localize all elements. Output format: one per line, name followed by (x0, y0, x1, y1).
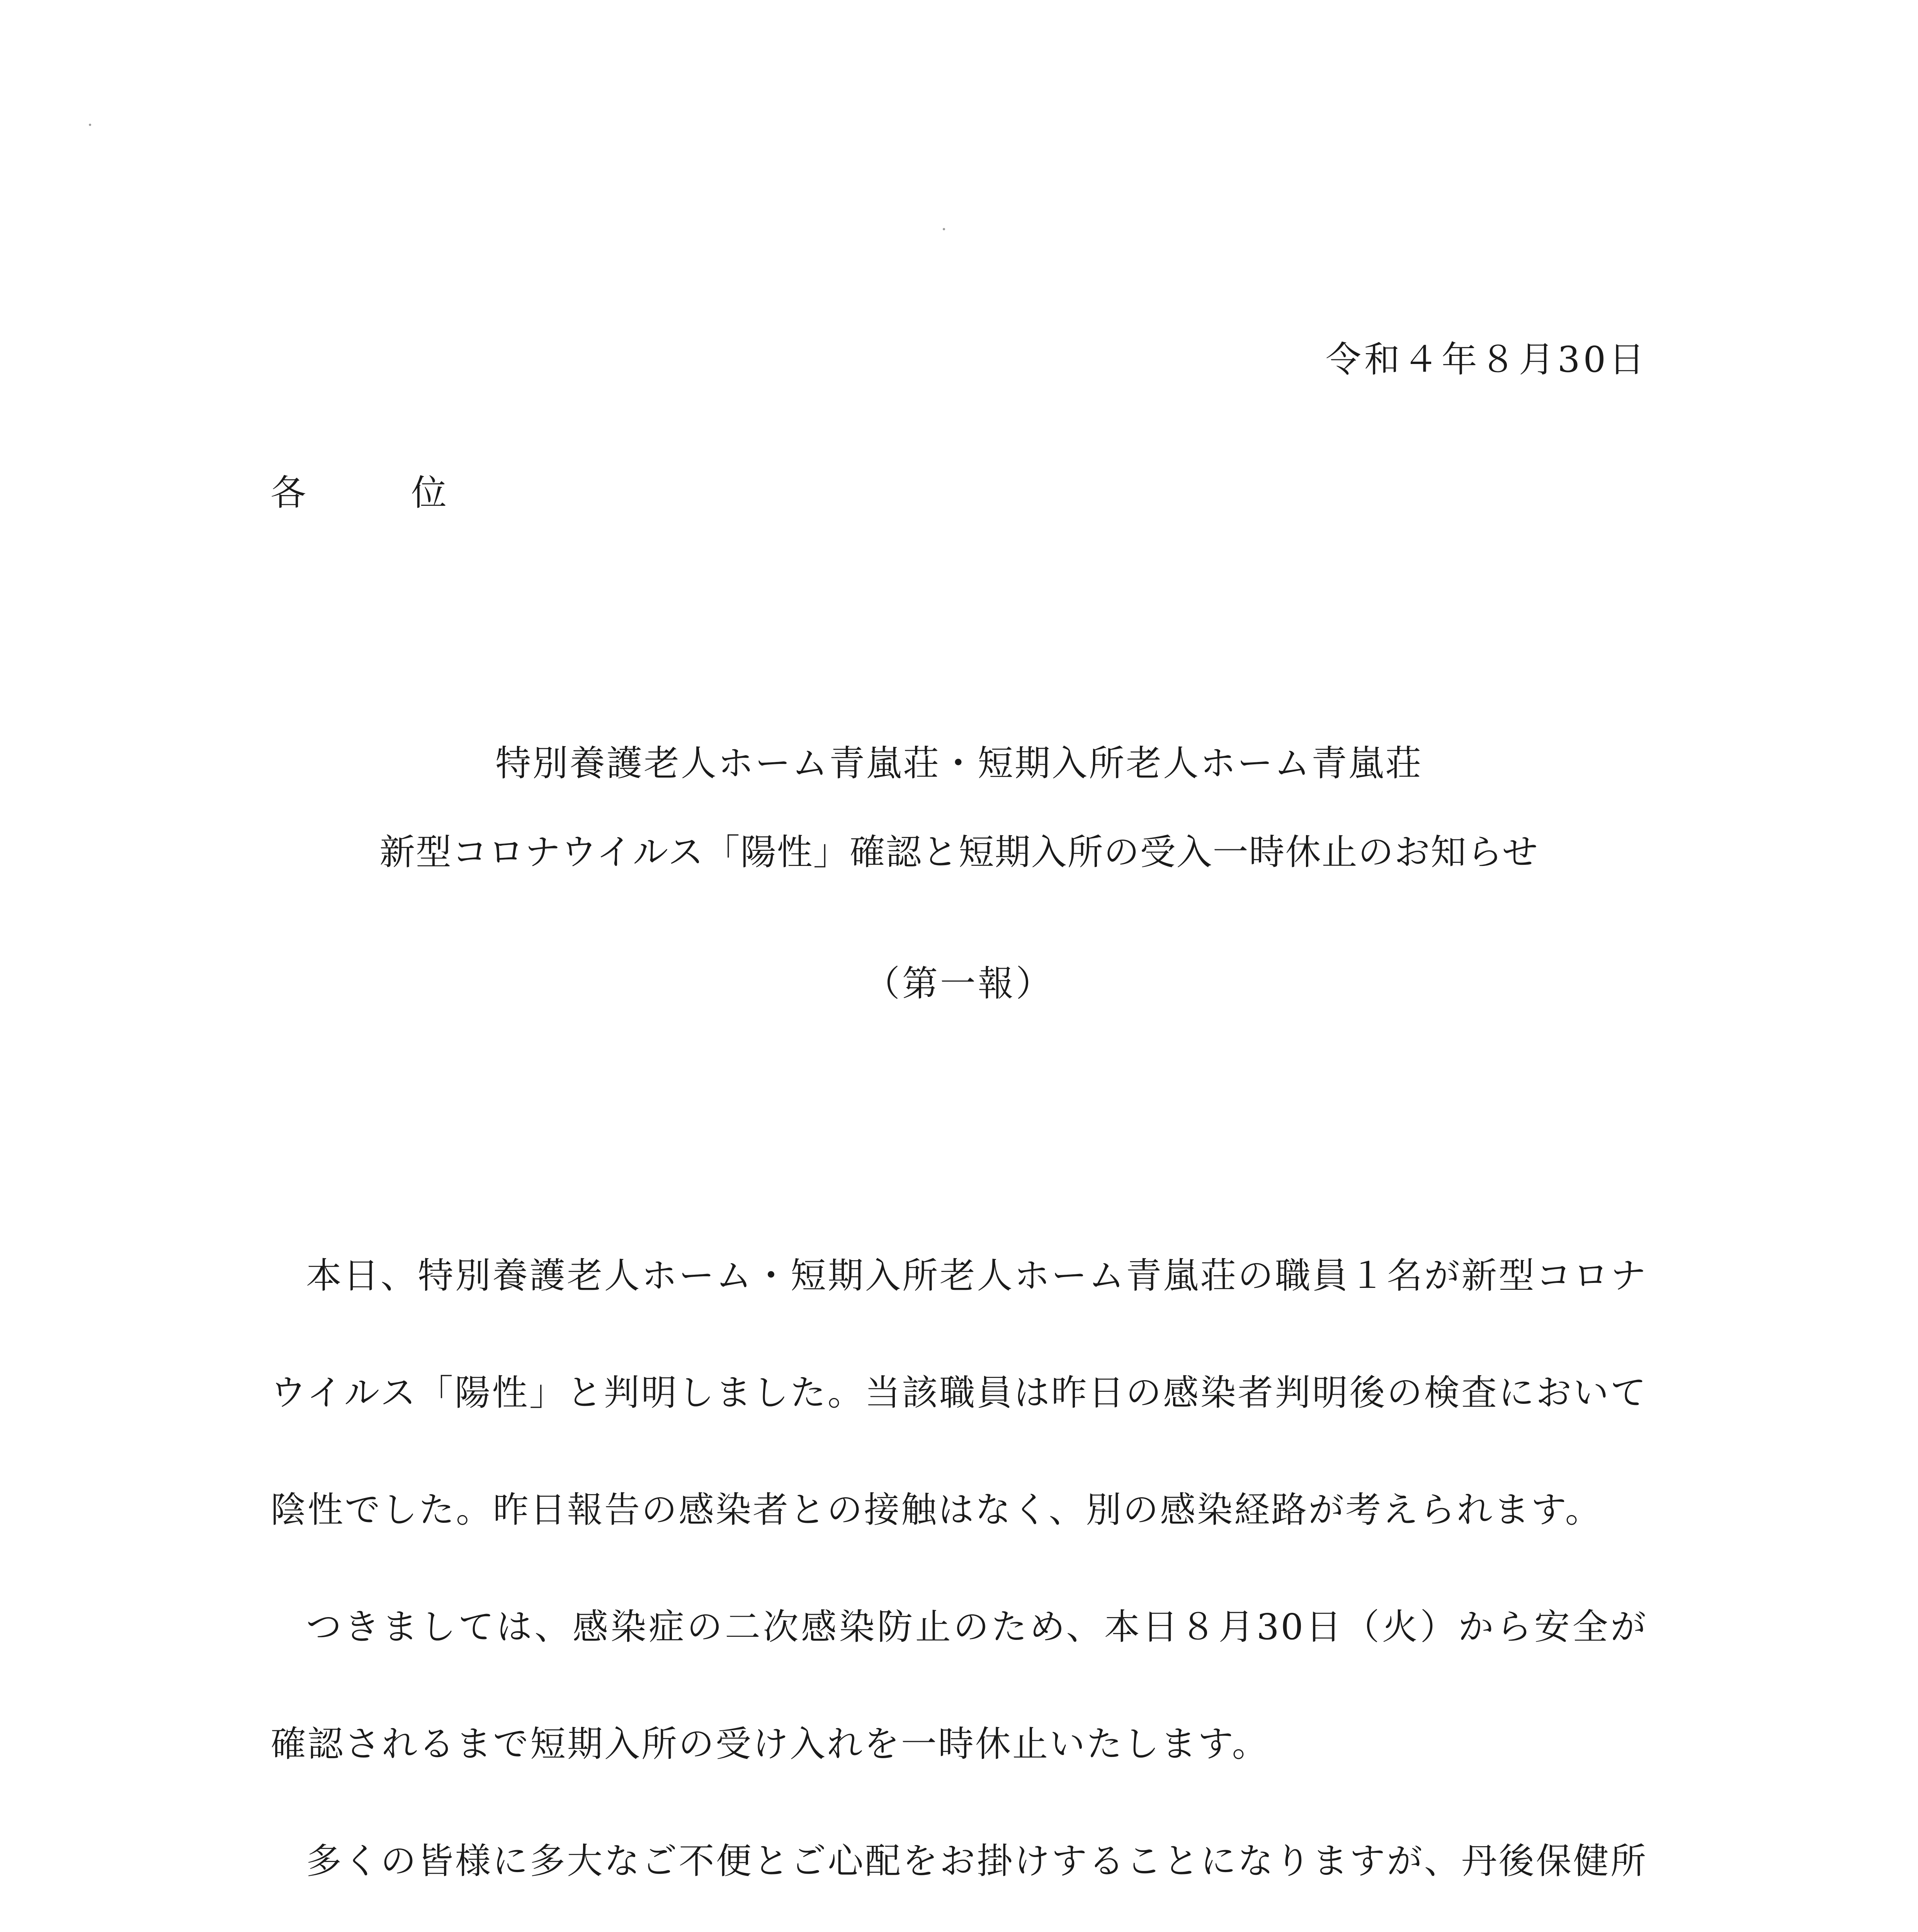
salutation: 各 位 (270, 472, 482, 514)
report-number: （第一報） (864, 963, 1054, 1004)
scan-speck (943, 228, 945, 230)
body-paragraph-1: 本日、特別養護老人ホーム・短期入所老人ホーム青嵐荘の職員１名が新型コロナウイルス「陽性」と判明しました。当該職員は昨日の感染者判明後の検査において陰性でした。昨日報告の感染者との接触はなく、別の感染経路が考えられます。 (270, 1255, 1648, 1531)
title-line-1: 特別養護老人ホーム青嵐荘・短期入所老人ホーム青嵐荘 (495, 743, 1423, 784)
title-line-2: 新型コロナウイルス「陽性」確認と短期入所の受入一時休止のお知らせ (379, 832, 1539, 873)
body-paragraph-3: 多くの皆様に多大なご不便とご心配をお掛けすることになりますが、丹後保健所 (306, 1840, 1648, 1882)
scan-speck (89, 124, 91, 126)
document-date: 令和４年８月30日 (1325, 339, 1648, 380)
body-text (270, 1217, 1648, 1932)
body-paragraph-2: つきましては、感染症の二次感染防止のため、本日８月30日（火）から安全が確認されるまで短期入所の受け入れを一時休止いたします。 (270, 1606, 1648, 1765)
